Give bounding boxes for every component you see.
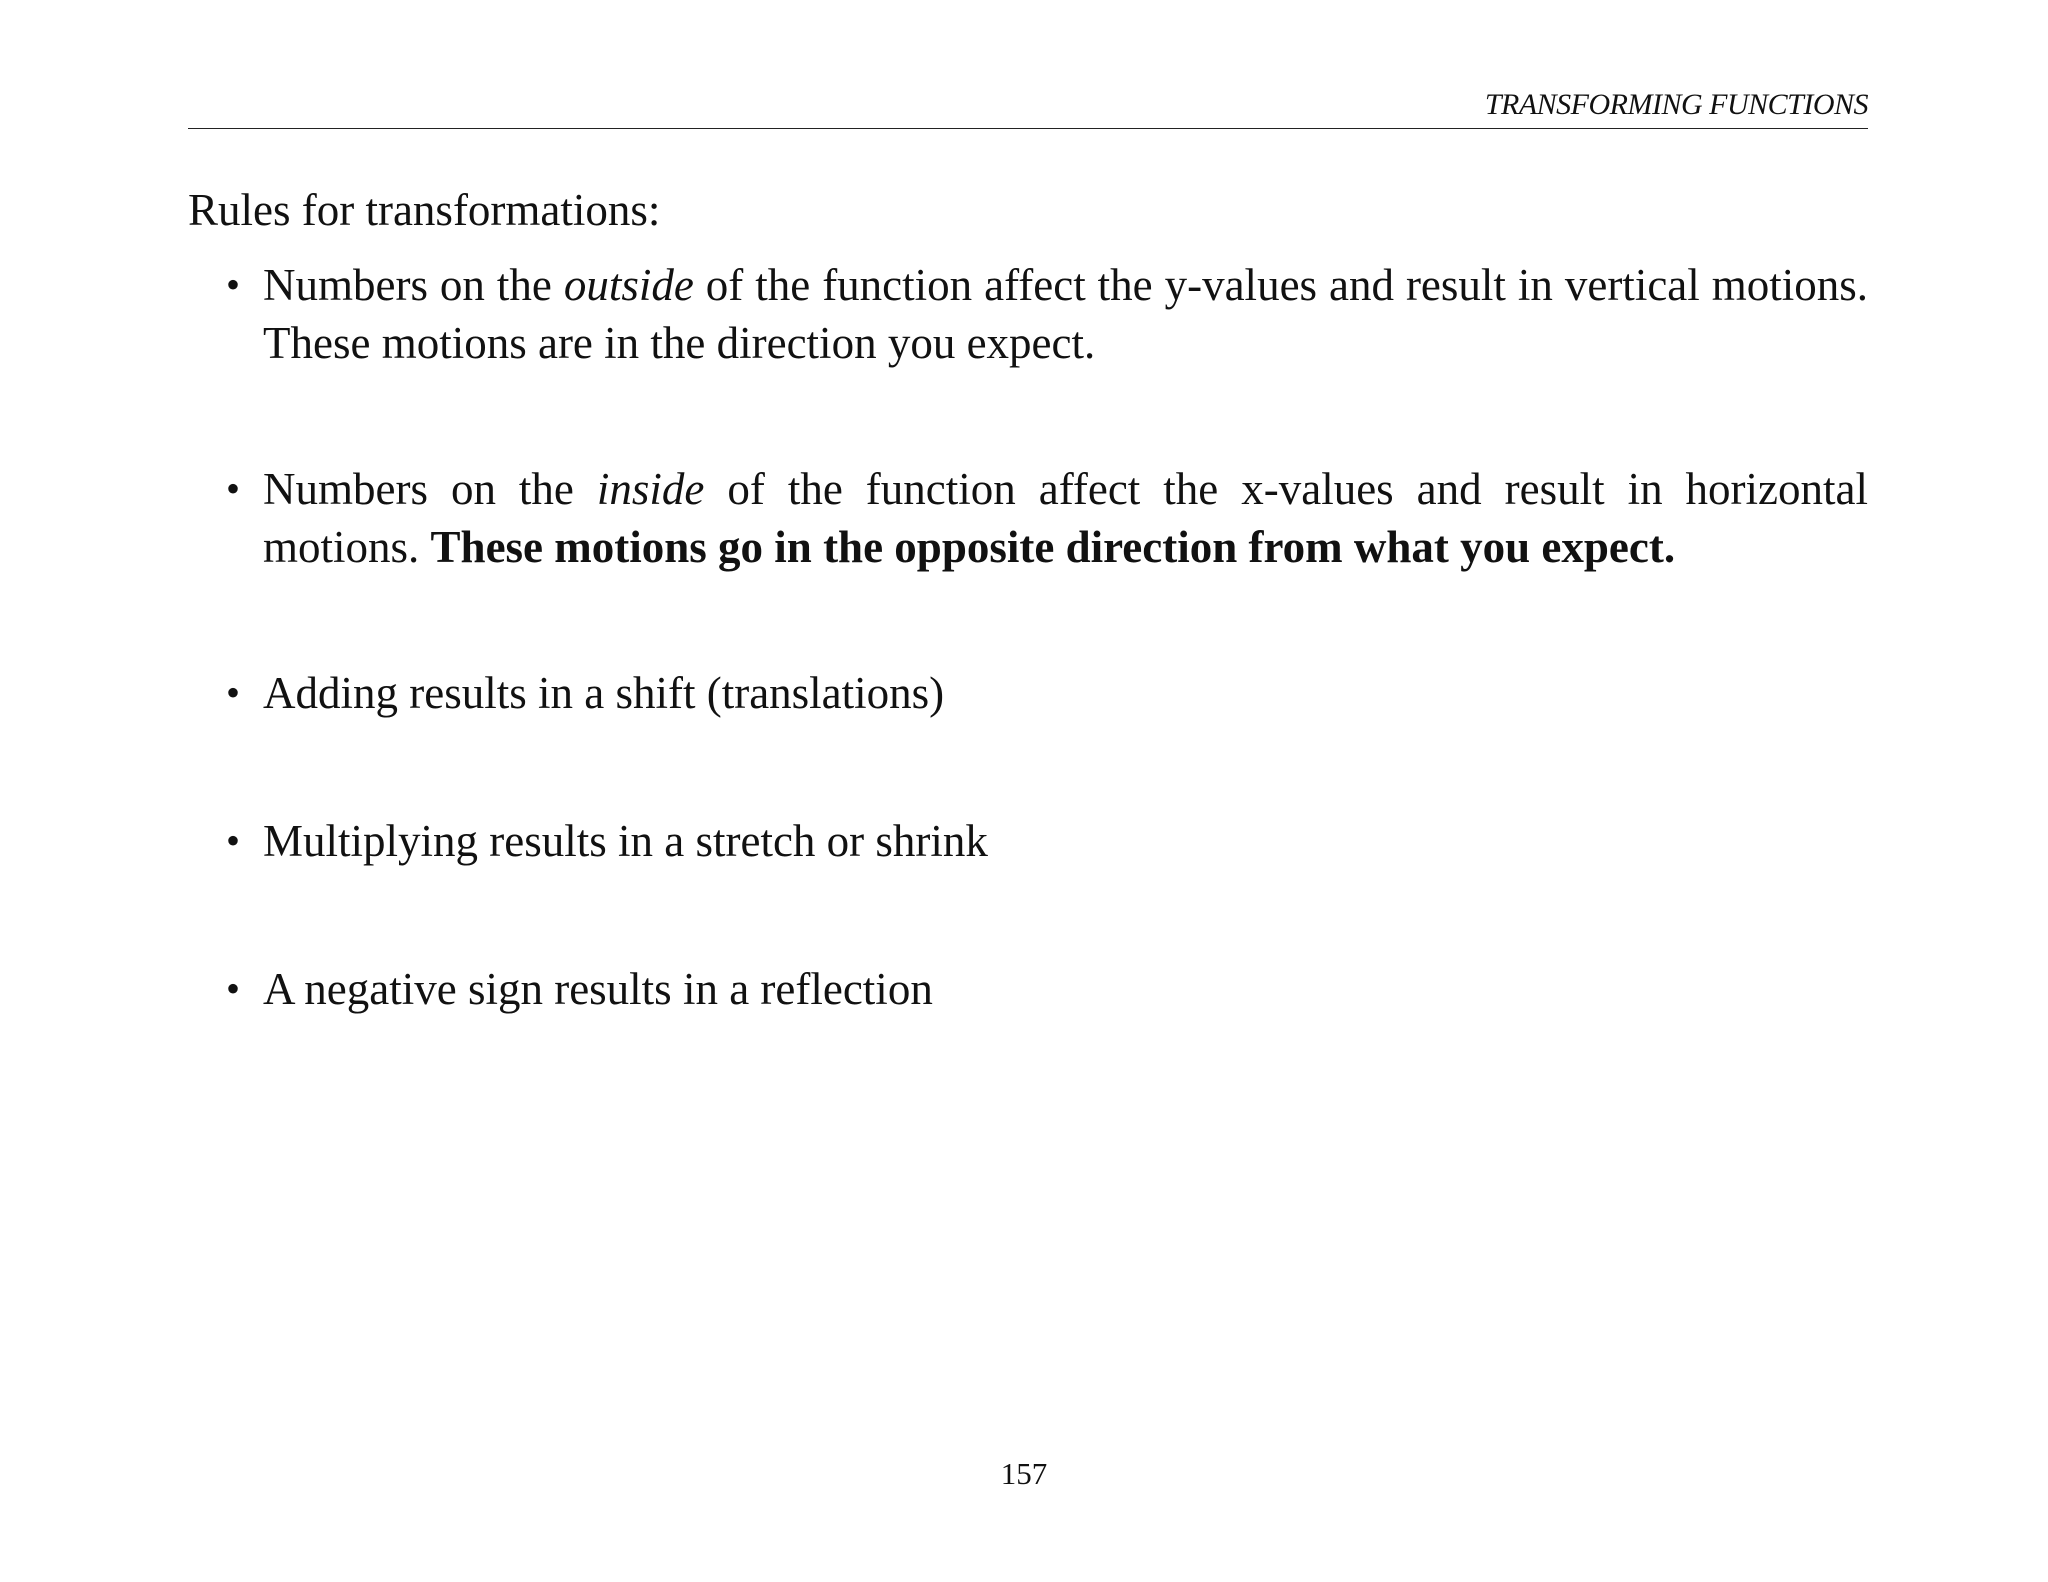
list-item [188,460,1868,576]
list-item [188,256,1868,372]
bullet-icon: • [226,818,241,863]
page-number: 157 [1000,1456,1048,1491]
item-text: A negative sign results in a reflection [263,964,933,1014]
item-text: Adding results in a shift (translations) [263,668,945,718]
item-text: of the function affect the x-values and result in horizontal motions. [263,464,1868,572]
list-item [188,664,1868,722]
running-header: TRANSFORMING FUNCTIONS [1484,88,1868,121]
rules-list [188,256,1868,1018]
intro-text: Rules for transformations: [188,185,661,235]
bullet-icon: • [226,966,241,1011]
header-rule [188,128,1868,129]
bullet-icon: • [226,466,241,511]
list-item [188,812,1868,870]
item-text: of the function affect the y-values and result in vertical motions. These motions are in the direction you expect. [263,260,1868,368]
item-emphasis: inside [596,464,705,514]
item-emphasis: outside [563,260,694,310]
item-text: Multiplying results in a stretch or shrink [263,816,988,866]
bullet-icon: • [226,670,241,715]
item-bold-note: These motions go in the opposite direction from what you expect. [430,522,1676,572]
bullet-icon: • [226,262,241,307]
item-text: Numbers on the [263,260,564,310]
list-item [188,960,1868,1018]
item-text: Numbers on the [263,464,597,514]
